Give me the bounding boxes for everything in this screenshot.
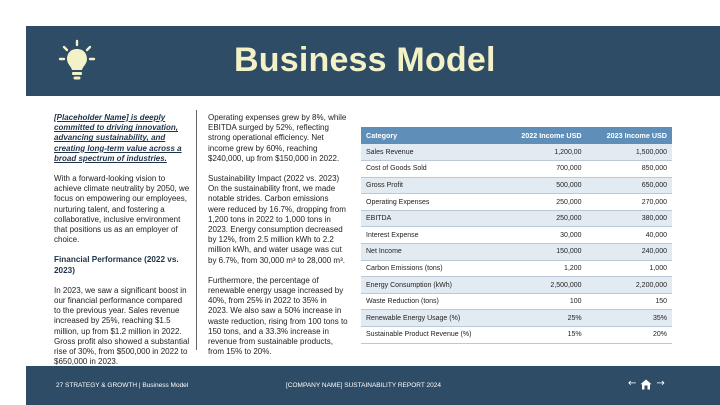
table-row: [361, 194, 672, 211]
financial-heading: Financial Performance (2022 vs. 2023): [54, 255, 179, 275]
arrow-right-icon[interactable]: →: [656, 378, 665, 389]
table-cell: 150: [587, 293, 672, 310]
column-header: 2022 Income USD: [501, 127, 586, 144]
table-cell: Sales Revenue: [361, 144, 501, 161]
sustainability-paragraph: Sustainability Impact (2022 vs. 2023) On the sustainability front, we made notable strides. Carbon emissions were reduced by 16.7%, dropping from 1,200 tons in 2022 to 1,000 tons in 2023. Energy consumption decreased by 12%, from 2.5 million kWh to 2.2 million kWh, and water usage was cut by 6.7%, from 30,000 m³ to 28,000 m³.: [208, 174, 346, 265]
footer-navigation: [628, 378, 665, 390]
table-cell: 250,000: [501, 210, 586, 227]
intro-paragraph: [Placeholder Name] is deeply committed to driving innovation, advancing sustainability, and creating long-term value across a broad spectrum of industries.: [54, 113, 182, 163]
table-row: [361, 144, 672, 161]
subsection-name: | Business Model: [138, 382, 189, 389]
table-row: [361, 293, 672, 310]
table-cell: 500,000: [501, 177, 586, 194]
page-title: Business Model: [234, 41, 496, 79]
table-row: [361, 161, 672, 178]
table-cell: 100: [501, 293, 586, 310]
table-row: [361, 327, 672, 344]
table-cell: 1,000: [587, 260, 672, 277]
table-cell: 850,000: [587, 161, 672, 178]
report-name: [COMPANY NAME] SUSTAINABILITY REPORT 2024: [286, 382, 441, 389]
table-row: [361, 244, 672, 261]
table-cell: Renewable Energy Usage (%): [361, 310, 501, 327]
table-row: [361, 210, 672, 227]
table-cell: Interest Expense: [361, 227, 501, 244]
table-cell: EBITDA: [361, 210, 501, 227]
financial-paragraph: In 2023, we saw a significant boost in our financial performance compared to the previous year. Sales revenue increased by 25%, reaching $1.5 million, up from $1.2 million in 2022. Gross profit also showed a substantial rise of 30%, from $500,000 in 2022 to $650,000 in 2023.: [54, 285, 190, 367]
table-cell: Gross Profit: [361, 177, 501, 194]
table-cell: Net Income: [361, 244, 501, 261]
vision-paragraph: With a forward-looking vision to achieve climate neutrality by 2050, we focus on empowering our employees, nurturing talent, and fostering a collaborative, inclusive environment that positions us as an employer of choice.: [54, 174, 190, 245]
table-cell: 150,000: [501, 244, 586, 261]
header-bar: [26, 26, 720, 96]
financial-table: [361, 127, 672, 344]
table-cell: 20%: [587, 327, 672, 344]
table-cell: Cost of Goods Sold: [361, 161, 501, 178]
footer-bar: [26, 366, 720, 405]
table-cell: Waste Reduction (tons): [361, 293, 501, 310]
column-header: 2023 Income USD: [587, 127, 672, 144]
opex-paragraph: Operating expenses grew by 8%, while EBITDA surged by 52%, reflecting strong operational efficiency. Net income grew by 60%, reaching $240,000, up from $150,000 in 2022.: [208, 113, 347, 163]
table-row: [361, 227, 672, 244]
table-row: [361, 177, 672, 194]
table-row: [361, 277, 672, 294]
middle-text-column: [208, 113, 348, 367]
table-cell: 40,000: [587, 227, 672, 244]
table-cell: 1,200: [501, 260, 586, 277]
home-icon[interactable]: [640, 379, 652, 390]
table-cell: 30,000: [501, 227, 586, 244]
table-cell: Operating Expenses: [361, 194, 501, 211]
section-name: STRATEGY & GROWTH: [65, 382, 138, 389]
table-cell: 650,000: [587, 177, 672, 194]
table-cell: 25%: [501, 310, 586, 327]
table-cell: 35%: [587, 310, 672, 327]
table-cell: 2,200,000: [587, 277, 672, 294]
table-row: [361, 260, 672, 277]
table-cell: Carbon Emissions (tons): [361, 260, 501, 277]
column-divider: [196, 110, 197, 350]
table-cell: 15%: [501, 327, 586, 344]
column-header: Category: [361, 127, 501, 144]
footer-section: [56, 382, 188, 389]
left-text-column: [54, 113, 190, 377]
table-cell: 270,000: [587, 194, 672, 211]
table-header-row: [361, 127, 672, 144]
page-number: 27: [56, 382, 64, 389]
table-cell: 380,000: [587, 210, 672, 227]
arrow-left-icon[interactable]: ←: [628, 378, 637, 389]
table-row: [361, 310, 672, 327]
table-cell: 1,500,000: [587, 144, 672, 161]
table-cell: Sustainable Product Revenue (%): [361, 327, 501, 344]
table-cell: 240,000: [587, 244, 672, 261]
lightbulb-icon: [58, 39, 96, 83]
table-cell: 700,000: [501, 161, 586, 178]
table-cell: 250,000: [501, 194, 586, 211]
table-cell: Energy Consumption (kWh): [361, 277, 501, 294]
table-cell: 1,200,00: [501, 144, 586, 161]
table-cell: 2,500,000: [501, 277, 586, 294]
renewable-paragraph: Furthermore, the percentage of renewable energy usage increased by 40%, from 25% in 2022 to 35% in 2023. We also saw a 50% increase in waste reduction, rising from 100 tons to 150 tons, and a 33.3% increase in revenue from sustainable products, from 15% to 20%.: [208, 275, 348, 357]
